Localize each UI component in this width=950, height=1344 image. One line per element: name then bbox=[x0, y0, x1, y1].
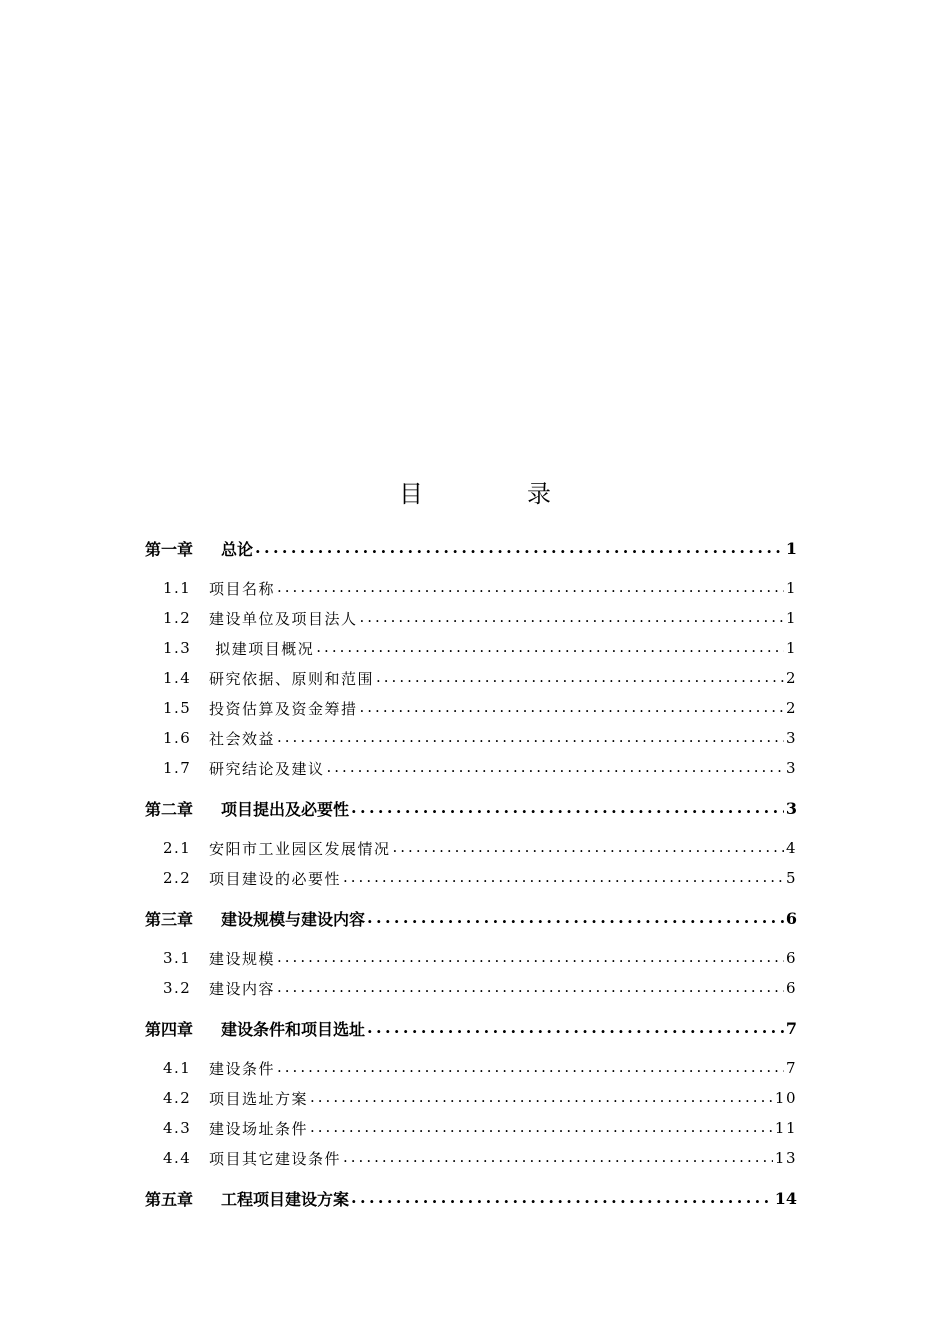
entry-page: 14 bbox=[774, 1188, 797, 1208]
toc-entry-section[interactable] bbox=[145, 1084, 797, 1112]
entry-title: 项目提出及必要性 bbox=[221, 799, 350, 819]
entry-page: 1 bbox=[785, 538, 797, 558]
entry-number: 第五章 bbox=[145, 1189, 194, 1209]
entry-title: 建设条件 bbox=[209, 1059, 276, 1078]
toc-entry-section[interactable] bbox=[145, 724, 797, 752]
toc-entry-section[interactable] bbox=[145, 754, 797, 782]
entry-page: 1 bbox=[785, 639, 797, 657]
leader-dots bbox=[393, 838, 784, 858]
entry-page: 10 bbox=[774, 1089, 797, 1107]
entry-number: 1.2 bbox=[163, 609, 192, 627]
toc-entry-chapter[interactable] bbox=[145, 904, 797, 932]
entry-title: 工程项目建设方案 bbox=[221, 1189, 350, 1209]
leader-dots bbox=[277, 1058, 784, 1078]
toc-entry-section[interactable] bbox=[145, 634, 797, 662]
entry-page: 3 bbox=[785, 798, 797, 818]
leader-dots bbox=[277, 978, 784, 998]
entry-page: 6 bbox=[785, 949, 797, 967]
entry-page: 11 bbox=[774, 1119, 797, 1137]
leader-dots bbox=[351, 798, 784, 818]
entry-page: 5 bbox=[785, 869, 797, 887]
entry-title: 社会效益 bbox=[209, 729, 276, 748]
entry-page: 3 bbox=[785, 729, 797, 747]
toc-entry-section[interactable] bbox=[145, 574, 797, 602]
entry-page: 6 bbox=[785, 908, 797, 928]
entry-number: 第三章 bbox=[145, 909, 194, 929]
toc-entry-chapter[interactable] bbox=[145, 1014, 797, 1042]
leader-dots bbox=[367, 908, 784, 928]
leader-dots bbox=[351, 1188, 773, 1208]
leader-dots bbox=[310, 1088, 773, 1108]
entry-title: 项目选址方案 bbox=[209, 1089, 309, 1108]
entry-number: 1.4 bbox=[163, 669, 192, 687]
entry-number: 1.5 bbox=[163, 699, 192, 717]
entry-number: 2.1 bbox=[163, 839, 192, 857]
entry-number: 1.7 bbox=[163, 759, 192, 777]
entry-page: 1 bbox=[785, 609, 797, 627]
entry-number: 3.1 bbox=[163, 949, 192, 967]
entry-number: 1.3 bbox=[163, 639, 192, 657]
entry-title: 建设单位及项目法人 bbox=[209, 609, 358, 628]
toc-entry-section[interactable] bbox=[145, 604, 797, 632]
entry-title: 项目建设的必要性 bbox=[209, 869, 342, 888]
leader-dots bbox=[310, 1118, 773, 1138]
leader-dots bbox=[277, 728, 784, 748]
toc-entry-chapter[interactable] bbox=[145, 1184, 797, 1212]
entry-title: 研究依据、原则和范围 bbox=[209, 669, 375, 688]
toc-entry-section[interactable] bbox=[145, 834, 797, 862]
leader-dots bbox=[367, 1018, 784, 1038]
entry-title: 建设规模与建设内容 bbox=[221, 909, 366, 929]
entry-number: 第四章 bbox=[145, 1019, 194, 1039]
toc-entry-section[interactable] bbox=[145, 1054, 797, 1082]
entry-page: 4 bbox=[785, 839, 797, 857]
entry-number: 4.2 bbox=[163, 1089, 192, 1107]
leader-dots bbox=[277, 578, 784, 598]
toc-entry-section[interactable] bbox=[145, 944, 797, 972]
entry-number: 3.2 bbox=[163, 979, 192, 997]
entry-number: 第二章 bbox=[145, 799, 194, 819]
toc-entry-section[interactable] bbox=[145, 664, 797, 692]
leader-dots bbox=[316, 638, 784, 658]
entry-page: 3 bbox=[785, 759, 797, 777]
entry-number: 4.3 bbox=[163, 1119, 192, 1137]
entry-title: 总论 bbox=[221, 539, 254, 559]
entry-number: 4.4 bbox=[163, 1149, 192, 1167]
entry-title: 研究结论及建议 bbox=[209, 759, 325, 778]
entry-number: 1.1 bbox=[163, 579, 192, 597]
toc-entry-chapter[interactable] bbox=[145, 794, 797, 822]
leader-dots bbox=[343, 1148, 773, 1168]
entry-page: 7 bbox=[785, 1018, 797, 1038]
leader-dots bbox=[360, 698, 784, 718]
entry-title: 建设规模 bbox=[209, 949, 276, 968]
entry-title: 拟建项目概况 bbox=[209, 639, 315, 658]
entry-number: 2.2 bbox=[163, 869, 192, 887]
entry-title: 项目名称 bbox=[209, 579, 276, 598]
entry-title: 投资估算及资金筹措 bbox=[209, 699, 358, 718]
entry-title: 安阳市工业园区发展情况 bbox=[209, 839, 391, 858]
entry-page: 2 bbox=[785, 669, 797, 687]
toc-title: 目 录 bbox=[399, 480, 591, 508]
entry-page: 7 bbox=[785, 1059, 797, 1077]
entry-number: 4.1 bbox=[163, 1059, 192, 1077]
leader-dots bbox=[255, 538, 784, 558]
entry-title: 项目其它建设条件 bbox=[209, 1149, 342, 1168]
leader-dots bbox=[277, 948, 784, 968]
entry-page: 2 bbox=[785, 699, 797, 717]
leader-dots bbox=[343, 868, 784, 888]
entry-title: 建设场址条件 bbox=[209, 1119, 309, 1138]
entry-page: 1 bbox=[785, 579, 797, 597]
toc-entry-chapter[interactable] bbox=[145, 534, 797, 562]
entry-title: 建设条件和项目选址 bbox=[221, 1019, 366, 1039]
entry-number: 第一章 bbox=[145, 539, 194, 559]
entry-number: 1.6 bbox=[163, 729, 192, 747]
entry-title: 建设内容 bbox=[209, 979, 276, 998]
leader-dots bbox=[376, 668, 784, 688]
leader-dots bbox=[360, 608, 784, 628]
toc-entry-section[interactable] bbox=[145, 1114, 797, 1142]
entry-page: 6 bbox=[785, 979, 797, 997]
toc-entry-section[interactable] bbox=[145, 864, 797, 892]
toc-entry-section[interactable] bbox=[145, 694, 797, 722]
toc-entry-section[interactable] bbox=[145, 1144, 797, 1172]
entry-page: 13 bbox=[774, 1149, 797, 1167]
leader-dots bbox=[327, 758, 784, 778]
toc-entry-section[interactable] bbox=[145, 974, 797, 1002]
